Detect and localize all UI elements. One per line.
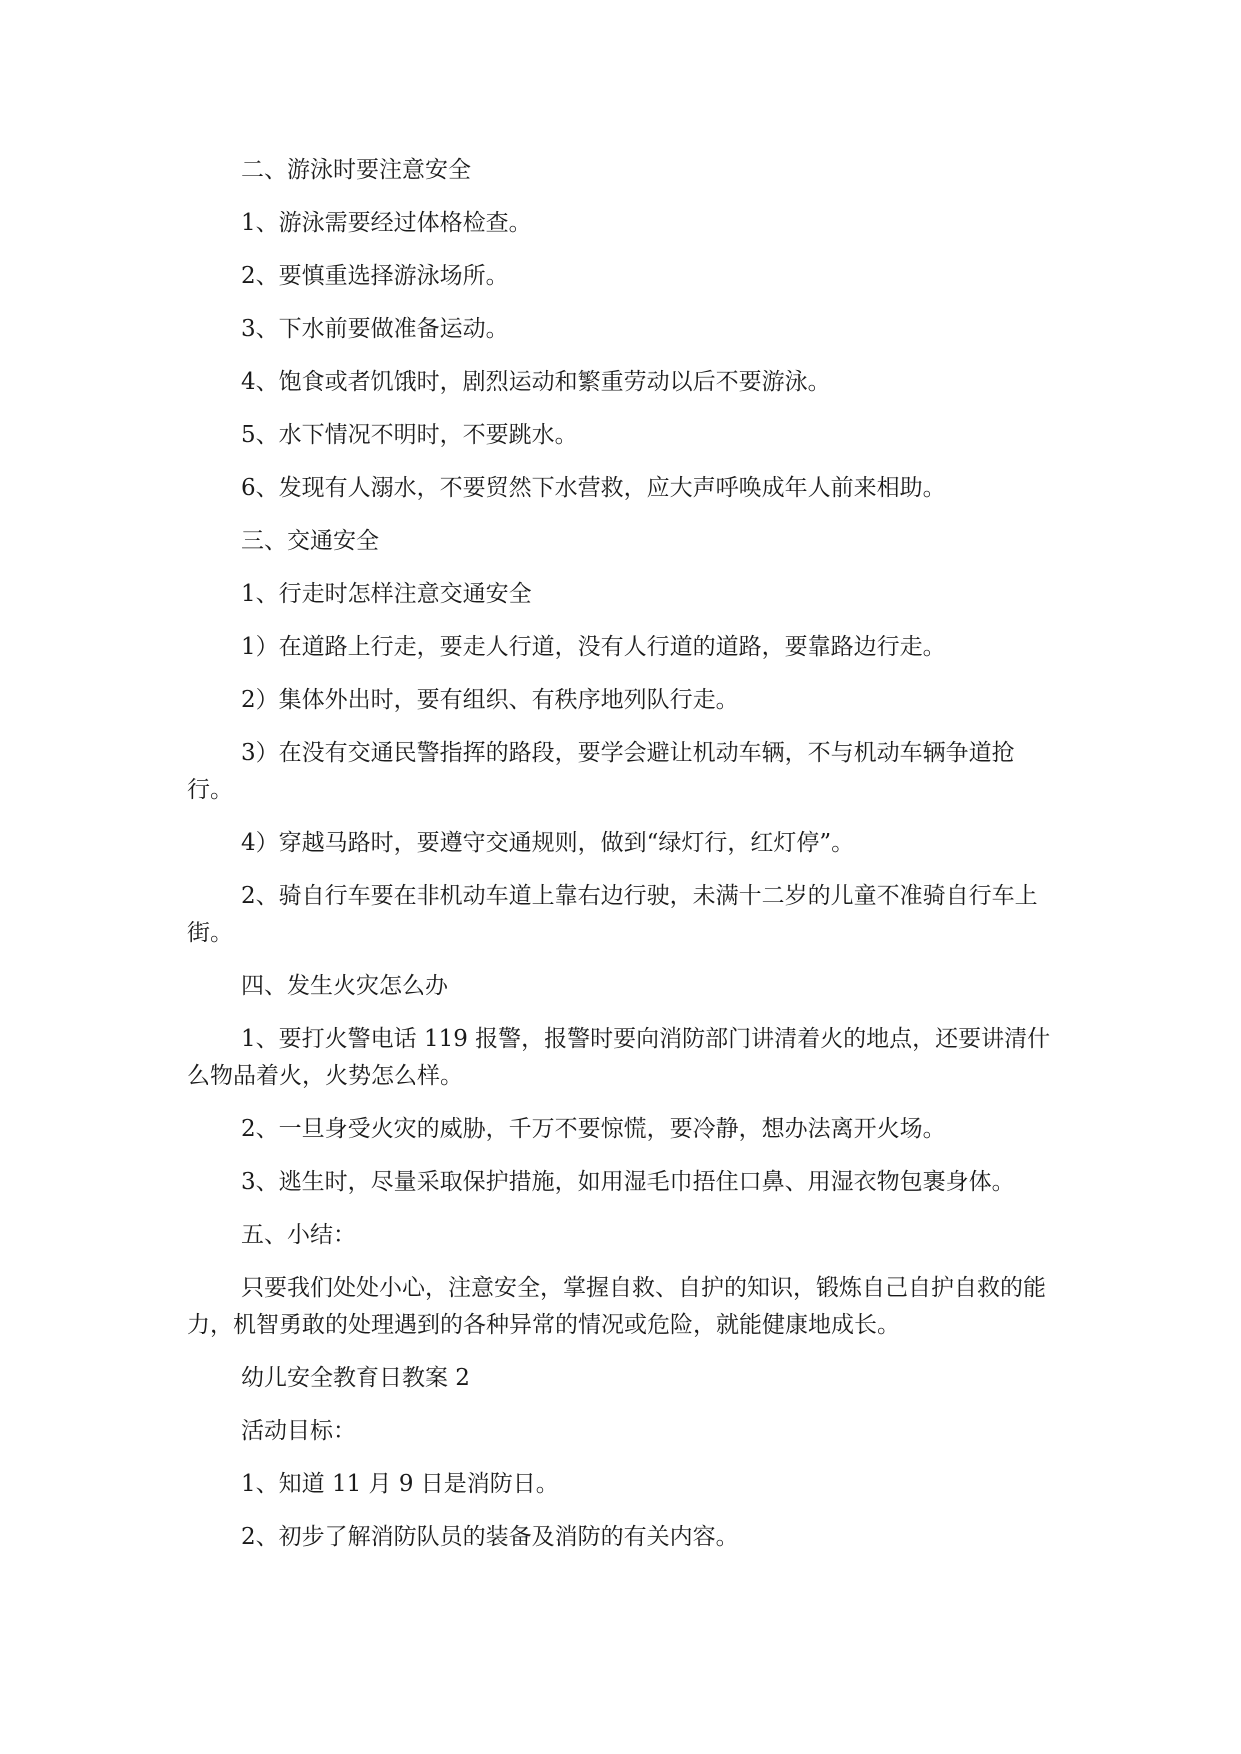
heading-swimming-safety: 二、游泳时要注意安全 <box>241 157 471 183</box>
summary-paragraph: 只要我们处处小心，注意安全，掌握自救、自护的知识，锻炼自己自护自救的能力，机智勇敢的处理遇到的各种异常的情况或危险，就能健康地成长。 <box>187 1275 1046 1338</box>
list-item: 1）在道路上行走，要走人行道，没有人行道的道路，要靠路边行走。 <box>241 634 946 660</box>
list-item: 1、知道 11 月 9 日是消防日。 <box>241 1471 559 1497</box>
list-item: 3、下水前要做准备运动。 <box>241 316 509 342</box>
document-body <box>187 152 1051 1572</box>
list-item: 6、发现有人溺水，不要贸然下水营救，应大声呼唤成年人前来相助。 <box>241 475 946 501</box>
list-item: 4、饱食或者饥饿时，剧烈运动和繁重劳动以后不要游泳。 <box>241 369 831 395</box>
list-item: 2、初步了解消防队员的装备及消防的有关内容。 <box>241 1524 739 1550</box>
list-item: 4）穿越马路时，要遵守交通规则，做到“绿灯行，红灯停”。 <box>241 830 855 856</box>
list-item: 2、骑自行车要在非机动车道上靠右边行驶，未满十二岁的儿童不准骑自行车上街。 <box>187 883 1038 946</box>
list-item: 3）在没有交通民警指挥的路段，要学会避让机动车辆，不与机动车辆争道抢行。 <box>187 740 1015 803</box>
list-item: 2、要慎重选择游泳场所。 <box>241 263 509 289</box>
list-item: 1、游泳需要经过体格检查。 <box>241 210 532 236</box>
list-item: 2）集体外出时，要有组织、有秩序地列队行走。 <box>241 687 739 713</box>
heading-fire-safety: 四、发生火灾怎么办 <box>241 973 448 999</box>
list-item: 2、一旦身受火灾的威胁，千万不要惊慌，要冷静，想办法离开火场。 <box>241 1116 946 1142</box>
lesson-plan-title: 幼儿安全教育日教案 2 <box>241 1365 470 1391</box>
heading-summary: 五、小结： <box>241 1222 356 1248</box>
heading-activity-goals: 活动目标： <box>241 1418 356 1444</box>
list-item: 1、行走时怎样注意交通安全 <box>241 581 532 607</box>
heading-traffic-safety: 三、交通安全 <box>241 528 379 554</box>
list-item: 5、水下情况不明时，不要跳水。 <box>241 422 578 448</box>
list-item: 1、要打火警电话 119 报警，报警时要向消防部门讲清着火的地点，还要讲清什么物品着火，火势怎么样。 <box>187 1026 1051 1089</box>
list-item: 3、逃生时，尽量采取保护措施，如用湿毛巾捂住口鼻、用湿衣物包裹身体。 <box>241 1169 1015 1195</box>
